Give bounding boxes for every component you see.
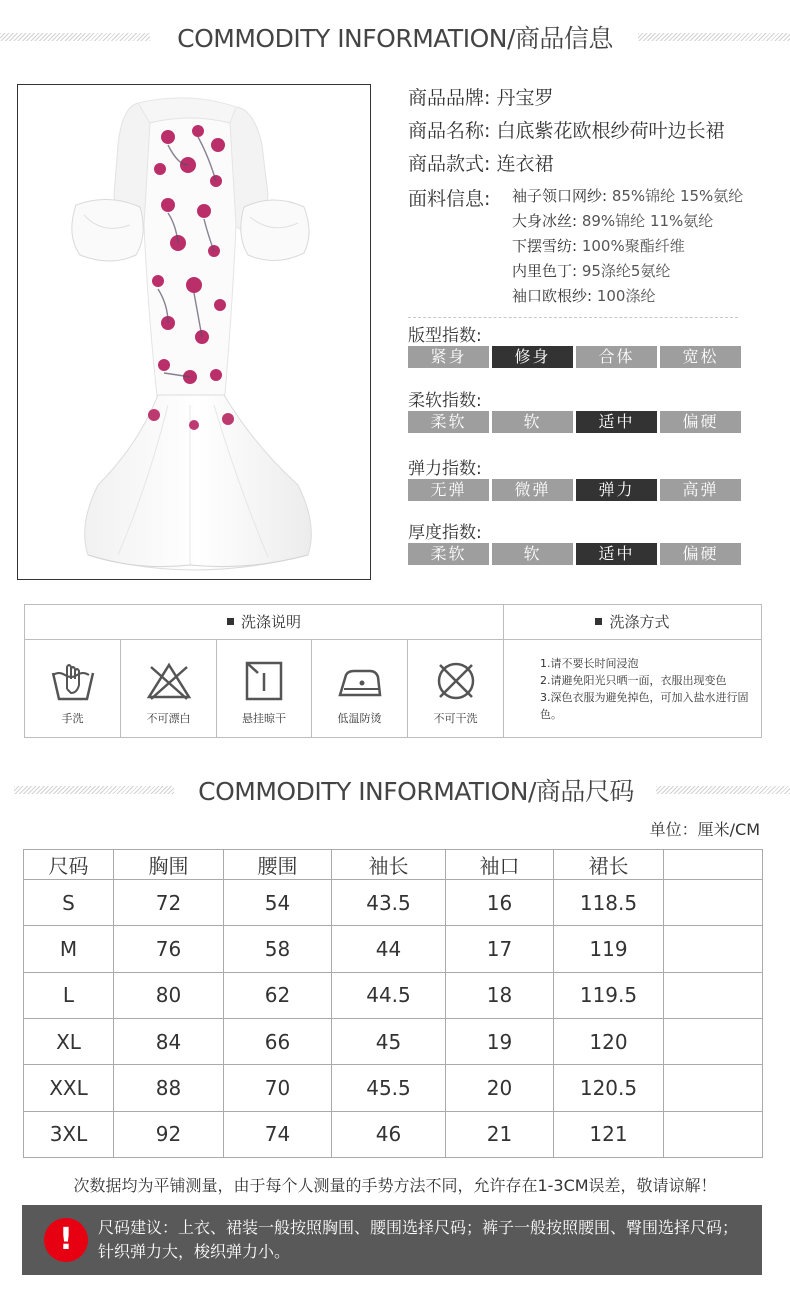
index-option: 适中 <box>576 543 657 565</box>
table-cell: 66 <box>224 1018 332 1064</box>
fabric-value: 85%锦纶 15%氨纶 <box>611 187 744 205</box>
care-item-label: 手洗 <box>61 712 84 725</box>
fabric-row <box>512 285 655 306</box>
table-cell: XL <box>24 1018 114 1064</box>
table-cell: 17 <box>446 926 554 972</box>
product-photo <box>17 84 371 580</box>
low-iron-icon <box>336 659 384 703</box>
table-cell <box>664 1111 763 1157</box>
table-cell: L <box>24 972 114 1018</box>
unit-label: 单位：厘米/CM <box>649 820 760 839</box>
table-cell <box>664 1065 763 1111</box>
size-tip-banner <box>22 1205 762 1275</box>
fabric-part: 内里色丁: <box>512 262 578 280</box>
index-option: 合体 <box>576 346 657 368</box>
table-cell: 120 <box>554 1018 664 1064</box>
table-row <box>24 1111 763 1157</box>
table-cell: 16 <box>446 880 554 926</box>
index-option: 高弹 <box>660 479 741 501</box>
fabric-value: 100%聚酯纤维 <box>581 237 685 255</box>
index-option: 软 <box>492 411 573 433</box>
table-cell: 58 <box>224 926 332 972</box>
table-cell: 92 <box>114 1111 224 1157</box>
style-value: 连衣裙 <box>496 153 554 175</box>
table-cell: 3XL <box>24 1111 114 1157</box>
care-item-low-iron <box>312 640 407 738</box>
measure-note: 次数据均为平铺测量，由于每个人测量的手势方法不同，允许存在1-3CM误差，敬请谅解！ <box>73 1176 717 1195</box>
index-title: 弹力指数: <box>408 459 482 479</box>
section-header-size <box>0 770 790 810</box>
no-bleach-icon <box>145 659 193 703</box>
column-header: 胸围 <box>114 850 224 880</box>
fabric-row <box>512 210 713 231</box>
fabric-label: 面料信息: <box>408 188 491 210</box>
table-cell: 88 <box>114 1065 224 1111</box>
index-option: 修身 <box>492 346 573 368</box>
column-header: 袖口 <box>446 850 554 880</box>
index-option: 软 <box>492 543 573 565</box>
table-cell: 120.5 <box>554 1065 664 1111</box>
index-option: 偏硬 <box>660 411 741 433</box>
care-item-no-bleach <box>121 640 216 738</box>
table-cell <box>664 1018 763 1064</box>
table-row <box>24 1018 763 1064</box>
fabric-row <box>512 235 685 256</box>
table-cell <box>664 880 763 926</box>
care-item-label: 悬挂晾干 <box>242 712 286 725</box>
section-title: COMMODITY INFORMATION/商品信息 <box>177 24 613 53</box>
table-cell: 19 <box>446 1018 554 1064</box>
size-tip-text: 尺码建议：上衣、裙装一般按照胸围、腰围选择尺码；裤子一般按照腰围、臀围选择尺码；针织弹力大，梭织弹力小。 <box>98 1218 739 1261</box>
fabric-row <box>512 185 743 206</box>
care-header-left-label: 洗涤说明 <box>240 613 301 631</box>
column-header: 袖长 <box>332 850 446 880</box>
table-cell: 121 <box>554 1111 664 1157</box>
square-bullet-icon <box>227 618 234 625</box>
index-title: 版型指数: <box>408 326 482 346</box>
index-option: 微弹 <box>492 479 573 501</box>
table-cell: XXL <box>24 1065 114 1111</box>
index-option: 柔软 <box>408 411 489 433</box>
index-title: 柔软指数: <box>408 391 482 411</box>
table-row <box>24 880 763 926</box>
index-option: 偏硬 <box>660 543 741 565</box>
care-header-right <box>503 605 762 640</box>
table-cell: 18 <box>446 972 554 1018</box>
table-cell: 20 <box>446 1065 554 1111</box>
column-header: 裙长 <box>554 850 664 880</box>
table-cell: 54 <box>224 880 332 926</box>
table-cell: 45.5 <box>332 1065 446 1111</box>
style-label: 商品款式: <box>408 153 491 175</box>
column-header: 尺码 <box>24 850 114 880</box>
table-cell: 46 <box>332 1111 446 1157</box>
care-divider <box>503 605 504 737</box>
index-option: 无弹 <box>408 479 489 501</box>
table-row <box>24 972 763 1018</box>
table-cell: S <box>24 880 114 926</box>
table-cell: 84 <box>114 1018 224 1064</box>
fabric-part: 下摆雪纺: <box>512 237 578 255</box>
table-cell <box>664 926 763 972</box>
table-row <box>24 926 763 972</box>
index-option: 弹力 <box>576 479 657 501</box>
care-notes <box>540 655 760 723</box>
index-title: 厚度指数: <box>408 523 482 543</box>
index-option: 宽松 <box>660 346 741 368</box>
table-row <box>24 1065 763 1111</box>
table-cell: M <box>24 926 114 972</box>
care-item-label: 不可干洗 <box>433 712 478 725</box>
table-cell: 43.5 <box>332 880 446 926</box>
table-cell: 72 <box>114 880 224 926</box>
care-item-hang-dry <box>217 640 311 738</box>
dress-image <box>18 85 371 580</box>
table-cell: 21 <box>446 1111 554 1157</box>
size-table <box>23 849 763 1158</box>
table-cell: 76 <box>114 926 224 972</box>
square-bullet-icon <box>595 618 602 625</box>
care-panel <box>24 604 762 738</box>
no-dry-clean-icon <box>432 659 480 703</box>
care-header-right-label: 洗涤方式 <box>609 613 670 631</box>
care-note: 3.深色衣服为避免掉色，可加入盐水进行固色。 <box>540 691 749 721</box>
care-header-left <box>25 605 503 640</box>
table-cell: 80 <box>114 972 224 1018</box>
info-style-row <box>408 149 553 176</box>
fabric-value: 89%锦纶 11%氨纶 <box>581 212 714 230</box>
info-name-row <box>408 116 724 143</box>
fabric-part: 袖口欧根纱: <box>512 287 593 305</box>
care-item-label: 不可漂白 <box>146 712 191 725</box>
hand-wash-icon <box>49 659 97 703</box>
care-note: 2.请避免阳光只晒一面，衣服出现变色 <box>540 674 727 687</box>
fabric-value: 95涤纶5氨纶 <box>581 262 671 280</box>
divider <box>408 317 738 318</box>
column-header: 腰围 <box>224 850 332 880</box>
hang-dry-icon <box>240 659 288 703</box>
table-cell: 119 <box>554 926 664 972</box>
care-note: 1.请不要长时间浸泡 <box>540 657 639 670</box>
care-item-hand-wash <box>25 640 120 738</box>
index-option: 柔软 <box>408 543 489 565</box>
table-cell: 44.5 <box>332 972 446 1018</box>
info-brand-row <box>408 83 553 110</box>
fabric-part: 袖子领口网纱: <box>512 187 608 205</box>
section-header-info <box>0 17 790 57</box>
brand-label: 商品品牌: <box>408 87 491 109</box>
name-value: 白底紫花欧根纱荷叶边长裙 <box>496 120 725 142</box>
table-cell: 44 <box>332 926 446 972</box>
brand-value: 丹宝罗 <box>496 87 554 109</box>
size-table-header <box>24 850 763 880</box>
index-option: 紧身 <box>408 346 489 368</box>
index-option: 适中 <box>576 411 657 433</box>
fabric-value: 100涤纶 <box>596 287 656 305</box>
name-label: 商品名称: <box>408 120 491 142</box>
table-cell: 74 <box>224 1111 332 1157</box>
table-cell: 45 <box>332 1018 446 1064</box>
table-cell: 118.5 <box>554 880 664 926</box>
fabric-row <box>512 260 670 281</box>
column-header <box>664 850 763 880</box>
section-title: COMMODITY INFORMATION/商品尺码 <box>198 777 634 806</box>
care-item-label: 低温防烫 <box>337 712 382 725</box>
table-cell: 119.5 <box>554 972 664 1018</box>
care-item-no-dry-clean <box>408 640 503 738</box>
exclamation-icon: ! <box>44 1218 88 1262</box>
table-cell: 70 <box>224 1065 332 1111</box>
table-cell: 62 <box>224 972 332 1018</box>
table-cell <box>664 972 763 1018</box>
fabric-part: 大身冰丝: <box>512 212 578 230</box>
